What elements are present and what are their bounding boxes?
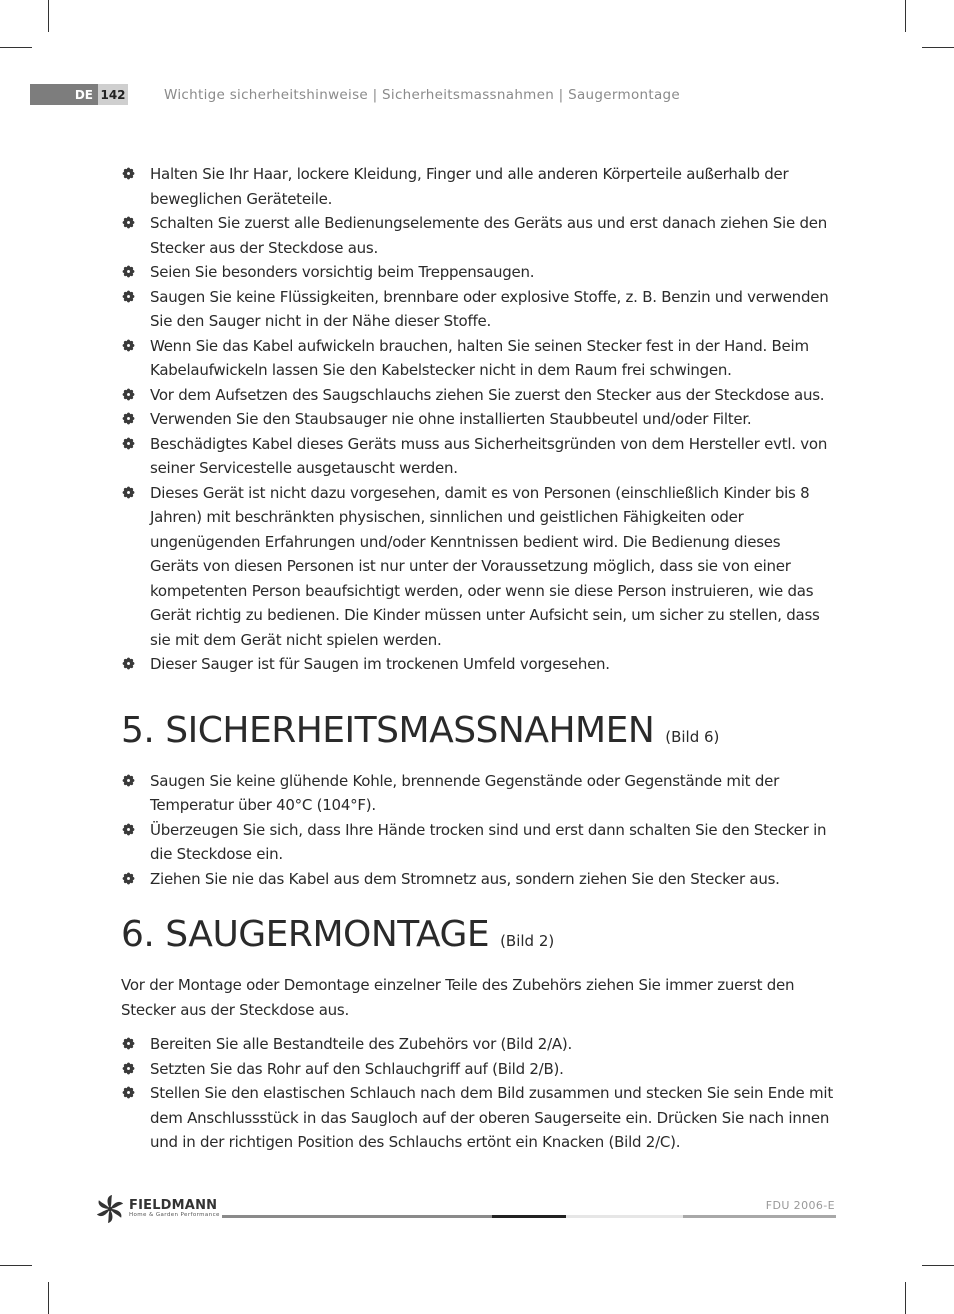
crop-mark <box>905 1282 906 1314</box>
flower-bullet-icon <box>122 1037 135 1050</box>
section-6-intro: Vor der Montage oder Demontage einzelner Teile des Zubehörs ziehen Sie immer zuerst den Stecker aus der Steckdose aus. <box>121 976 795 1019</box>
list-item <box>121 407 833 432</box>
flower-bullet-icon <box>122 872 135 885</box>
section-5-list <box>121 769 833 892</box>
logo-text <box>129 1199 220 1219</box>
crop-mark <box>0 1265 32 1266</box>
brand-name: FIELDMANN <box>129 1198 218 1213</box>
crop-mark <box>48 1282 49 1314</box>
list-item-text: Verwenden Sie den Staubsauger nie ohne installierten Staubbeutel und/oder Filter. <box>150 410 752 428</box>
flower-bullet-icon <box>122 774 135 787</box>
brand-logo <box>94 1193 220 1225</box>
list-item-text: Seien Sie besonders vorsichtig beim Treppensaugen. <box>150 263 535 281</box>
flower-bullet-icon <box>122 486 135 499</box>
list-item-text: Schalten Sie zuerst alle Bedienungselemente des Geräts aus und erst danach ziehen Sie den Stecker aus der Steckdose aus. <box>150 214 827 257</box>
crop-mark <box>922 47 954 48</box>
brand-tagline: Home & Garden Performance <box>129 1212 220 1218</box>
list-item-text: Halten Sie Ihr Haar, lockere Kleidung, Finger und alle anderen Körperteile außerhalb der beweglichen Geräteteile. <box>150 165 789 208</box>
flower-bullet-icon <box>122 437 135 450</box>
footer-rule-segment <box>683 1215 836 1218</box>
list-item-text: Vor dem Aufsetzen des Saugschlauchs ziehen Sie zuerst den Stecker aus der Steckdose aus. <box>150 385 825 404</box>
flower-bullet-icon <box>122 290 135 303</box>
language-badge: DE <box>30 84 98 105</box>
flower-bullet-icon <box>122 167 135 180</box>
list-item-text: Saugen Sie keine Flüssigkeiten, brennbare oder explosive Stoffe, z. B. Benzin und verwenden Sie den Sauger nicht in der Nähe dieser Stoffe. <box>150 287 829 330</box>
list-item-text: Saugen Sie keine glühende Kohle, brennende Gegenstände oder Gegenstände mit der Temperatur über 40°C (104°F). <box>150 771 779 814</box>
list-item-text: Setzten Sie das Rohr auf den Schlauchgriff auf (Bild 2/B). <box>150 1059 564 1078</box>
section-6-title: 6. SAUGERMONTAGE <box>121 914 490 955</box>
list-item <box>121 260 833 285</box>
section-6-figure-ref: (Bild 2) <box>500 932 555 950</box>
list-item-text: Beschädigtes Kabel dieses Geräts muss aus Sicherheitsgründen von dem Hersteller evtl. von seiner Servicestelle ausgetauscht werden. <box>150 434 828 477</box>
footer-rule-segment <box>222 1215 492 1218</box>
list-item-text: Stellen Sie den elastischen Schlauch nach dem Bild zusammen und stecken Sie sein Ende mit dem Anschlussstück in das Saugloch auf der oberen Saugerseite ein. Drücken Sie nach innen und in der richtigen Position des Schlauchs ertönt ein Knacken (Bild 2/C). <box>150 1084 833 1151</box>
list-item <box>121 1081 833 1155</box>
fieldmann-fan-logo-icon <box>94 1193 126 1225</box>
list-item <box>121 285 833 334</box>
list-item <box>121 769 833 818</box>
footer-rule-segment <box>566 1215 683 1218</box>
flower-bullet-icon <box>122 823 135 836</box>
flower-bullet-icon <box>122 388 135 401</box>
list-item <box>121 432 833 481</box>
crop-mark <box>0 47 32 48</box>
running-title: Wichtige sicherheitshinweise | Sicherheitsmassnahmen | Saugermontage <box>164 87 681 103</box>
crop-mark <box>905 0 906 32</box>
list-item <box>121 211 833 260</box>
flower-bullet-icon <box>122 412 135 425</box>
section-5-title: 5. SICHERHEITSMASSNAHMEN <box>121 709 655 751</box>
list-item-text: Überzeugen Sie sich, dass Ihre Hände trocken sind und erst dann schalten Sie den Stecker in die Steckdose ein. <box>150 820 827 863</box>
flower-bullet-icon <box>122 1086 135 1099</box>
list-item-text: Dieses Gerät ist nicht dazu vorgesehen, damit es von Personen (einschließlich Kinder bis 8 Jahren) mit beschränkten physischen, sinnlichen und geistlichen Fähigkeiten oder ungenügenden Erfahrungen und/oder Kenntnissen bedient wird. Die Bedienung dieses Geräts von diesen Personen ist nur unter der Voraussetzung möglich, dass sie von einer kompetenten Person beaufsichtigt werden, oder wenn sie diese Person instruieren, wie das Gerät richtig zu bedienen. Die Kinder müssen unter Aufsicht sein, um sicher zu stellen, dass sie mit dem Gerät nicht spielen werden. <box>150 483 820 649</box>
list-item <box>121 334 833 383</box>
flower-bullet-icon <box>122 1062 135 1075</box>
footer-rule <box>222 1215 836 1218</box>
section-5-figure-ref: (Bild 6) <box>665 727 720 746</box>
flower-bullet-icon <box>122 216 135 229</box>
list-item-text: Dieser Sauger ist für Saugen im trockenen Umfeld vorgesehen. <box>150 655 610 673</box>
list-item <box>121 818 833 867</box>
list-item <box>121 481 833 653</box>
list-item-text: Ziehen Sie nie das Kabel aus dem Stromnetz aus, sondern ziehen Sie den Stecker aus. <box>150 869 780 888</box>
safety-list <box>121 162 833 677</box>
page-header <box>30 84 681 105</box>
flower-bullet-icon <box>122 657 135 670</box>
list-item <box>121 652 833 677</box>
model-number: FDU 2006-E <box>765 1199 835 1212</box>
list-item <box>121 1032 833 1057</box>
flower-bullet-icon <box>122 339 135 352</box>
list-item-text: Wenn Sie das Kabel aufwickeln brauchen, halten Sie seinen Stecker fest in der Hand. Beim Kabelaufwickeln lassen Sie den Kabelstecker nicht in dem Raum frei schwingen. <box>150 336 809 379</box>
flower-bullet-icon <box>122 265 135 278</box>
list-item <box>121 383 833 408</box>
list-item <box>121 1057 833 1082</box>
crop-mark <box>922 1265 954 1266</box>
page-number: 142 <box>98 84 128 105</box>
crop-mark <box>48 0 49 32</box>
section-6-heading <box>121 915 833 961</box>
section-5-heading <box>121 711 833 757</box>
page-content <box>121 162 833 1155</box>
footer-rule-segment <box>492 1215 566 1218</box>
section-6-list <box>121 1032 833 1155</box>
list-item-text: Bereiten Sie alle Bestandteile des Zubehörs vor (Bild 2/A). <box>150 1035 573 1053</box>
list-item <box>121 162 833 211</box>
list-item <box>121 867 833 892</box>
